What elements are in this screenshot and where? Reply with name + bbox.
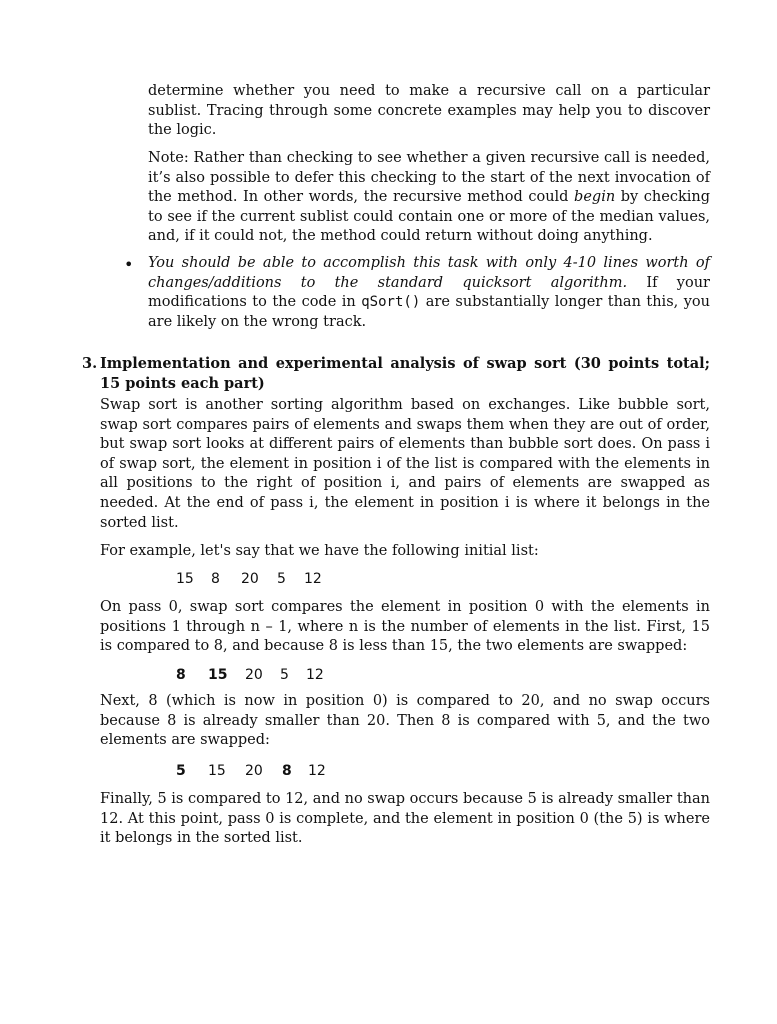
list-after-second-swap: [176, 762, 326, 780]
pass-zero-paragraph: On pass 0, swap sort compares the element in position 0 with the elements in positions 1 through n – 1, where n is the number of elements in the list. First, 15 is compared to 8, and because 8 is less than 15, the two elements are swapped:: [100, 599, 710, 655]
list-item: 15: [208, 667, 228, 683]
list-item: 5: [280, 667, 289, 683]
bullet-end-text: are substantially longer than this, you are likely on the wrong track.: [148, 294, 710, 330]
next-comparison-paragraph: Next, 8 (which is now in position 0) is compared to 20, and no swap occurs because 8 is already smaller than 20. Then 8 is compared with 5, and the two elements are swapped:: [100, 693, 710, 749]
list-item: 20: [245, 763, 263, 779]
list-item: 5: [277, 571, 286, 587]
list-item: 15: [208, 763, 226, 779]
list-after-first-swap: [176, 666, 324, 684]
note-emphasis: begin: [574, 189, 616, 206]
swap-sort-intro: Swap sort is another sorting algorithm based on exchanges. Like bubble sort, swap sort compares pairs of elements and swaps them when they are out of order, but swap sort looks at different pairs of elements than bubble sort does. On pass i of swap sort, the element in position i of the list is compared with the elements in all positions to the right of position i, and pairs of elements are swapped as needed. At the end of pass i, the element in position i is where it belongs in the sorted list.: [100, 397, 710, 531]
list-item: 8: [282, 763, 292, 779]
bullet-middle-text: If your modifications to the code in: [148, 274, 710, 311]
list-item: 12: [304, 571, 322, 587]
list-item: 5: [176, 763, 186, 779]
note-text-start: Note: Rather than checking to see whether a given recursive call is needed, it’s also possible to defer this checking to the start of the next invocation of the method. In other words, the recursive method could: [148, 150, 710, 206]
section-title: Implementation and experimental analysis of swap sort (30 points total; 15 points each part): [100, 355, 710, 392]
example-intro: For example, let's say that we have the following initial list:: [100, 543, 539, 559]
initial-list: [176, 570, 322, 588]
section-number: 3.: [82, 355, 98, 372]
list-item: 15: [176, 571, 194, 587]
qsort-code: qSort(): [361, 294, 421, 311]
list-item: 12: [308, 763, 326, 779]
continuation-paragraph: determine whether you need to make a recursive call on a particular sublist. Tracing through some concrete examples may help you to discover the logic.: [148, 83, 710, 139]
list-item: 20: [245, 667, 263, 683]
list-item: 8: [176, 667, 186, 683]
bullet-marker: •: [124, 255, 134, 274]
list-item: 20: [241, 571, 259, 587]
final-paragraph: Finally, 5 is compared to 12, and no swap occurs because 5 is already smaller than 12. At this point, pass 0 is complete, and the element in position 0 (the 5) is where it belongs in the sorted list.: [100, 791, 710, 847]
note-paragraph: [148, 149, 710, 247]
bullet-italic-text: You should be able to accomplish this task with only 4-10 lines worth of changes/additions to the standard quicksort algorithm.: [148, 255, 710, 291]
list-item: 12: [306, 667, 324, 683]
list-item: 8: [211, 571, 220, 587]
bullet-paragraph: [148, 254, 710, 332]
note-text-end: by checking to see if the current sublist could contain one or more of the median values, and, if it could not, the method could return without doing anything.: [148, 189, 711, 245]
